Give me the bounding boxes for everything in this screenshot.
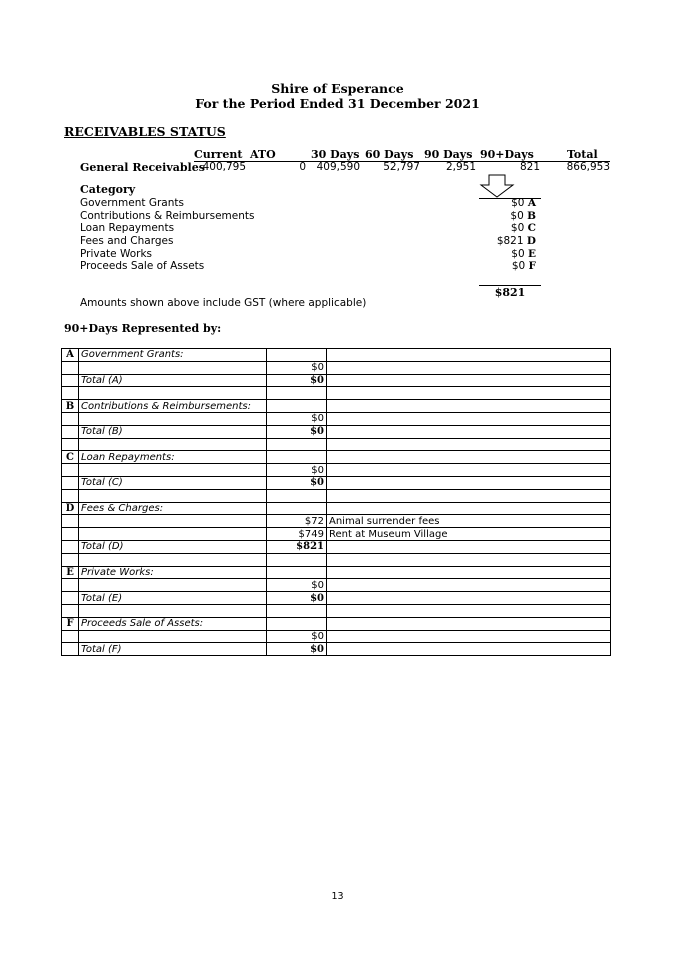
category-label: Private Works (80, 248, 153, 260)
section-letter: C (62, 451, 79, 464)
total-amount: $0 (267, 374, 327, 387)
value-60-days: 52,797 (383, 161, 420, 173)
line-description (327, 464, 611, 477)
table-row (62, 579, 611, 592)
category-amount: $0 A (511, 197, 536, 209)
total-label: Total (A) (79, 374, 267, 387)
line-amount: $0 (267, 412, 327, 425)
col-30-days: 30 Days (311, 148, 360, 161)
total-amount: $0 (267, 476, 327, 489)
table-row (62, 400, 611, 413)
table-row (62, 451, 611, 464)
section-letter: B (62, 400, 79, 413)
table-row (62, 349, 611, 362)
line-amount: $72 (267, 515, 327, 528)
table-row (62, 592, 611, 605)
table-row (62, 566, 611, 579)
total-amount: $0 (267, 592, 327, 605)
value-90-days: 2,951 (445, 161, 476, 173)
section-heading: Loan Repayments: (79, 451, 267, 464)
table-row (62, 617, 611, 630)
line-amount: $0 (267, 579, 327, 592)
total-label: Total (D) (79, 540, 267, 553)
col-90-plus-days: 90+Days (480, 148, 534, 161)
table-row (62, 425, 611, 438)
table-row (62, 515, 611, 528)
category-label: Contributions & Reimbursements (80, 210, 255, 222)
category-label: Proceeds Sale of Assets (80, 260, 205, 272)
line-description: Animal surrender fees (327, 515, 611, 528)
line-description (327, 630, 611, 643)
total-label: Total (C) (79, 476, 267, 489)
category-label: Fees and Charges (80, 235, 174, 247)
table-row (62, 489, 611, 502)
category-label: Loan Repayments (80, 222, 175, 234)
category-amount: $0 E (511, 248, 536, 260)
total-label: Total (E) (79, 592, 267, 605)
value-30-days: 409,590 (316, 161, 360, 173)
section-heading: Contributions & Reimbursements: (79, 400, 267, 413)
table-row (62, 630, 611, 643)
line-amount: $0 (267, 361, 327, 374)
category-amount: $0 F (511, 260, 536, 272)
total-amount: $0 (267, 643, 327, 656)
col-current: Current (194, 148, 243, 161)
category-amount: $0 C (510, 222, 536, 234)
section-heading: Proceeds Sale of Assets: (79, 617, 267, 630)
table-row (62, 464, 611, 477)
line-description: Rent at Museum Village (327, 528, 611, 541)
total-amount: $821 (267, 540, 327, 553)
table-row (62, 412, 611, 425)
table-row (62, 553, 611, 566)
line-amount: $0 (267, 630, 327, 643)
report-subtitle: For the Period Ended 31 December 2021 (195, 96, 480, 111)
value-90-plus-days: 821 (519, 161, 540, 173)
gst-note: Amounts shown above include GST (where applicable) (80, 297, 367, 309)
section-letter: A (62, 349, 79, 362)
value-total: 866,953 (566, 161, 610, 173)
down-arrow-icon (479, 174, 517, 198)
table-row (62, 540, 611, 553)
col-total: Total (567, 148, 598, 161)
general-receivables-label: General Receivables (80, 161, 205, 174)
represented-table (61, 348, 611, 656)
table-row (62, 438, 611, 451)
line-amount: $749 (267, 528, 327, 541)
line-description (327, 361, 611, 374)
section-letter: D (62, 502, 79, 515)
table-row (62, 604, 611, 617)
line-description (327, 412, 611, 425)
table-row (62, 528, 611, 541)
value-ato: 0 (299, 161, 306, 173)
report-title: Shire of Esperance (271, 81, 404, 96)
section-heading: Private Works: (79, 566, 267, 579)
table-row (62, 387, 611, 400)
section-letter: E (62, 566, 79, 579)
category-heading: Category (80, 183, 136, 196)
section-heading: Fees & Charges: (79, 502, 267, 515)
line-description (327, 579, 611, 592)
represented-title: 90+Days Represented by: (64, 322, 222, 335)
col-60-days: 60 Days (365, 148, 414, 161)
col-90-days: 90 Days (424, 148, 473, 161)
table-row (62, 374, 611, 387)
table-row (62, 502, 611, 515)
total-label: Total (B) (79, 425, 267, 438)
category-total: $821 (494, 286, 526, 299)
category-amount: $0 B (510, 210, 536, 222)
section-heading: Government Grants: (79, 349, 267, 362)
line-amount: $0 (267, 464, 327, 477)
page-number: 13 (331, 891, 344, 902)
section-title: RECEIVABLES STATUS (64, 124, 226, 139)
total-label: Total (F) (79, 643, 267, 656)
total-amount: $0 (267, 425, 327, 438)
table-row (62, 643, 611, 656)
category-amount: $821 D (496, 235, 536, 247)
col-ato: ATO (250, 148, 276, 161)
table-row (62, 476, 611, 489)
value-current: 400,795 (202, 161, 246, 173)
category-label: Government Grants (80, 197, 184, 209)
table-row (62, 361, 611, 374)
section-letter: F (62, 617, 79, 630)
